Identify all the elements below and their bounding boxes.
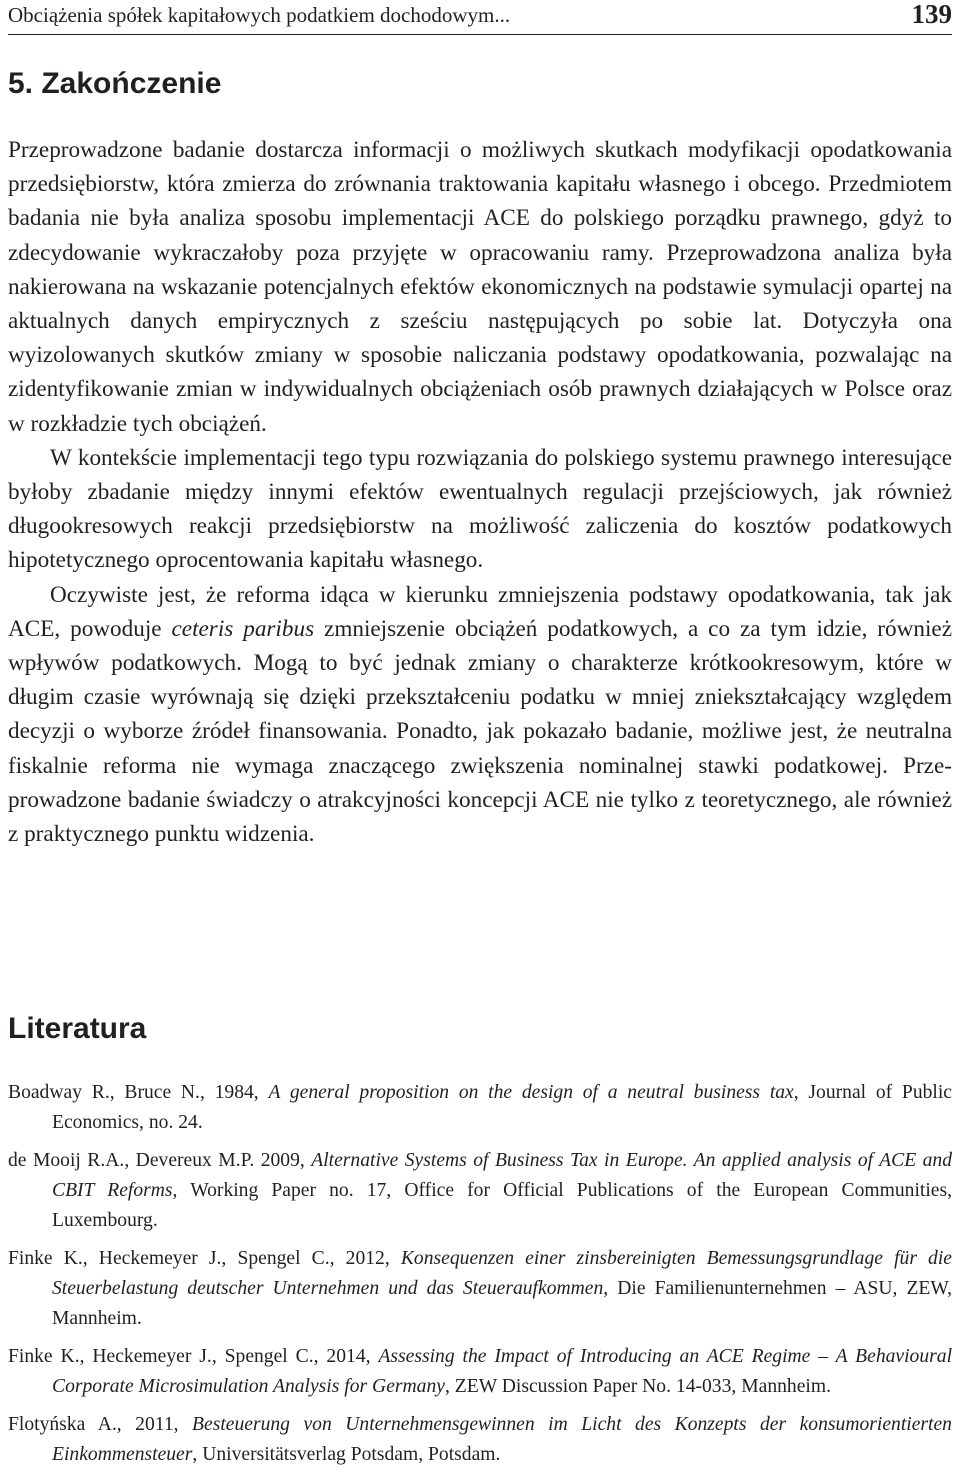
reference-title: Assessing the Impact of Introducing an ACE Regime – A Behavioural Corporate Microsimulation Analysis for Germany xyxy=(52,1346,953,1397)
paragraph-3-italic-term: ceteris paribus xyxy=(171,615,315,642)
reference-authors: de Mooij R.A., Devereux M.P. 2009, xyxy=(8,1150,312,1171)
reference-entry xyxy=(8,1146,952,1236)
paragraph-3-text-before: Oczywiste jest, że reforma idąca w kierunku zmniejszenia podstawy opodatkowania, tak jak ACE, powoduje xyxy=(8,581,952,642)
literature-heading: Literatura xyxy=(8,1012,147,1045)
reference-source: , ZEW Discussion Paper No. 14-033, Mannheim. xyxy=(444,1376,831,1397)
reference-authors: Flotyńska A., 2011, xyxy=(8,1414,193,1435)
paragraph-2: W kontekście implementacji tego typu rozwiązania do polskiego systemu prawnego interesujące byłoby zbadanie między innymi efektów ewentualnych regulacji przejściowych, jak również długookresowych reakcji przedsiębiorstw na możliwość zaliczenia do kosztów podatkowych hipotetycznego oprocentowania kapitału własnego. xyxy=(8,444,952,574)
paragraph-1: Przeprowadzone badanie dostarcza informacji o możliwych skutkach modyfikacji opodatkowania przedsiębiorstw, która zmierza do zrównania traktowania kapitału własnego i obcego. Przedmiotem badania nie była analiza sposobu implementacji ACE do polskiego porządku prawnego, gdyż to zdecydowanie wykraczałoby poza przyjęte w opracowaniu ramy. Przeprowadzona analiza była nakierowana na wskazanie potencjalnych efektów ekonomicznych na podstawie symulacji opartej na aktualnych danych empirycznych z sześciu następujących po sobie lat. Dotyczyła ona wyizolowanych skutków zmiany w sposobie naliczania podstawy opodatkowania, pozwalając na zidentyfikowanie zmian w indywidualnych obciążeniach osób prawnych działających w Polsce oraz w rozkładzie tych obciążeń. xyxy=(8,137,952,437)
reference-authors: Finke K., Heckemeyer J., Spengel C., 2014, xyxy=(8,1346,379,1367)
reference-title: Besteuerung von Unternehmensgewinnen im Licht des Konzepts der konsumorientierten Einkommensteuer xyxy=(52,1414,952,1465)
section-body xyxy=(8,133,952,851)
paragraph-3 xyxy=(8,578,952,852)
running-header xyxy=(8,0,952,35)
reference-entry xyxy=(8,1342,952,1402)
reference-authors: Boadway R., Bruce N., 1984, xyxy=(8,1082,269,1103)
reference-title: A general proposition on the design of a neutral business tax xyxy=(268,1082,794,1103)
section-heading: 5. Zakończenie xyxy=(8,67,222,100)
reference-source: , Journal of Public Economics, no. 24. xyxy=(52,1082,952,1133)
reference-title: Konsequenzen einer zinsbereinigten Bemessungsgrundlage für die Steuerbelastung deutscher Unternehmen und das Steueraufkommen xyxy=(52,1248,952,1299)
reference-source: , Die Familienunternehmen – ASU, ZEW, Mannheim. xyxy=(52,1278,952,1329)
reference-entry xyxy=(8,1410,952,1470)
paragraph-3-text-after: zmniejszenie obciążeń podatkowych, a co za tym idzie, również wpływów podatkowych. Mogą to być jednak zmiany o charakterze krótkookresowym, które w długim czasie wyrównają się dzięki przekształceniu podatku w mniej zniekształcający względem decyzji o wyborze źródeł finansowania. Ponadto, jak pokazało badanie, możliwe jest, że neutralna fiskalnie reforma nie wymaga znaczącego zwiększenia nominalnej stawki podatkowej. Przeprowadzone badanie świadczy o atrakcyjności koncepcji ACE nie tylko z teoretycznego, ale również z praktycznego punktu widzenia. xyxy=(8,615,952,848)
reference-title: Alternative Systems of Business Tax in Europe. An applied analysis of ACE and CBIT Reforms xyxy=(52,1150,953,1201)
reference-source: , Universitätsverlag Potsdam, Potsdam. xyxy=(192,1444,501,1465)
reference-authors: Finke K., Heckemeyer J., Spengel C., 2012, xyxy=(8,1248,401,1269)
reference-list xyxy=(8,1078,952,1478)
reference-entry xyxy=(8,1244,952,1334)
reference-source: , Working Paper no. 17, Office for Official Publications of the European Communities, Luxembourg. xyxy=(52,1180,952,1231)
running-header-title: Obciążenia spółek kapitałowych podatkiem dochodowym... xyxy=(8,3,511,27)
page-number: 139 xyxy=(911,0,952,29)
reference-entry xyxy=(8,1078,952,1138)
